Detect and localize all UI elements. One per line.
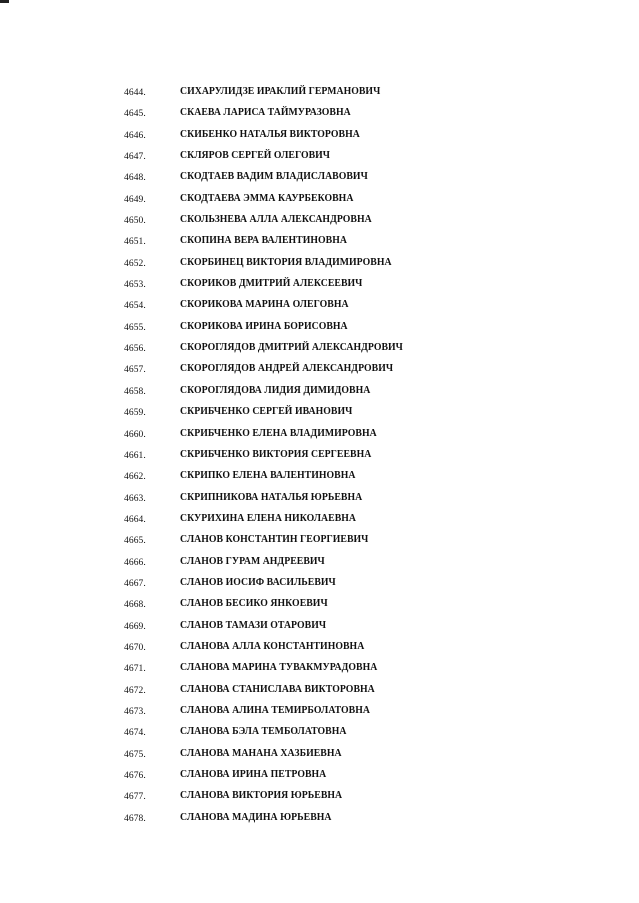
list-item: [124, 491, 604, 512]
entry-name: СКРИБЧЕНКО ЕЛЕНА ВЛАДИМИРОВНА: [180, 427, 377, 439]
list-item: [124, 555, 604, 576]
entry-number: 4673.: [124, 706, 146, 717]
entry-number: 4658.: [124, 386, 146, 397]
entry-name: СЛАНОВА АЛЛА КОНСТАНТИНОВНА: [180, 640, 365, 652]
list-item: [124, 576, 604, 597]
entry-number: 4667.: [124, 578, 146, 589]
entry-number: 4656.: [124, 344, 146, 355]
entry-number: 4665.: [124, 536, 146, 547]
entry-name: СЛАНОВ КОНСТАНТИН ГЕОРГИЕВИЧ: [180, 534, 369, 546]
entry-number: 4664.: [124, 514, 146, 525]
entry-name: СЛАНОВА МАДИНА ЮРЬЕВНА: [180, 811, 332, 823]
entry-number: 4647.: [124, 152, 146, 163]
entry-name: СКРИБЧЕНКО ВИКТОРИЯ СЕРГЕЕВНА: [180, 448, 372, 460]
entry-name: СЛАНОВА ИРИНА ПЕТРОВНА: [180, 769, 327, 780]
entry-number: 4674.: [124, 728, 146, 739]
list-item: [124, 747, 604, 768]
list-item: [124, 683, 604, 704]
list-item: [124, 640, 604, 661]
entry-name: СКАЕВА ЛАРИСА ТАЙМУРАЗОВНА: [180, 107, 351, 119]
entry-number: 4648.: [124, 173, 146, 184]
list-item: [124, 533, 604, 554]
scan-corner-mark: [0, 0, 9, 3]
entry-number: 4675.: [124, 749, 146, 760]
entry-name: СКОДТАЕВ ВАДИМ ВЛАДИСЛАВОВИЧ: [180, 171, 368, 183]
list-item: [124, 277, 604, 298]
entry-number: 4653.: [124, 280, 146, 291]
list-item: [124, 512, 604, 533]
entry-number: 4649.: [124, 194, 146, 205]
entry-name: СЛАНОВ ГУРАМ АНДРЕЕВИЧ: [180, 555, 325, 567]
list-item: [124, 213, 604, 234]
entry-name: СЛАНОВ БЕСИКО ЯНКОЕВИЧ: [180, 598, 328, 610]
entry-name: СЛАНОВА СТАНИСЛАВА ВИКТОРОВНА: [180, 683, 375, 695]
entry-name: СКОРБИНЕЦ ВИКТОРИЯ ВЛАДИМИРОВНА: [180, 256, 392, 268]
entry-number: 4651.: [124, 237, 146, 248]
list-item: [124, 362, 604, 383]
entry-name: СКОРОГЛЯДОВА ЛИДИЯ ДИМИДОВНА: [180, 384, 371, 396]
list-item: [124, 448, 604, 469]
entry-number: 4672.: [124, 685, 146, 696]
entry-number: 4677.: [124, 792, 146, 803]
list-item: [124, 427, 604, 448]
list-item: [124, 704, 604, 725]
list-item: [124, 725, 604, 746]
entry-name: СЛАНОВА МАРИНА ТУВАКМУРАДОВНА: [180, 662, 378, 674]
entry-name: СКОРИКОВ ДМИТРИЙ АЛЕКСЕЕВИЧ: [180, 278, 363, 290]
entry-number: 4655.: [124, 322, 146, 333]
entry-name: СЛАНОВА АЛИНА ТЕМИРБОЛАТОВНА: [180, 704, 370, 716]
entry-name: СЛАНОВА БЭЛА ТЕМБОЛАТОВНА: [180, 726, 347, 738]
entry-number: 4663.: [124, 493, 146, 504]
entry-name: СЛАНОВА МАНАНА ХАЗБИЕВНА: [180, 747, 342, 759]
entry-name: СКРИБЧЕНКО СЕРГЕЙ ИВАНОВИЧ: [180, 406, 353, 418]
list-item: [124, 469, 604, 490]
list-item: [124, 170, 604, 191]
entry-number: 4654.: [124, 301, 146, 312]
list-item: [124, 789, 604, 810]
entry-number: 4659.: [124, 408, 146, 419]
list-item: [124, 85, 604, 106]
entry-number: 4662.: [124, 472, 146, 483]
entry-name: СКОДТАЕВА ЭММА КАУРБЕКОВНА: [180, 192, 354, 204]
entry-name: СЛАНОВА ВИКТОРИЯ ЮРЬЕВНА: [180, 790, 343, 802]
entry-name: СИХАРУЛИДЗЕ ИРАКЛИЙ ГЕРМАНОВИЧ: [180, 86, 381, 97]
entry-name: СКИБЕНКО НАТАЛЬЯ ВИКТОРОВНА: [180, 128, 360, 140]
entry-name: СКЛЯРОВ СЕРГЕЙ ОЛЕГОВИЧ: [180, 150, 331, 162]
entry-number: 4670.: [124, 642, 146, 653]
list-item: [124, 298, 604, 319]
entry-name: СКОЛЬЗНЕВА АЛЛА АЛЕКСАНДРОВНА: [180, 214, 372, 226]
list-item: [124, 320, 604, 341]
list-item: [124, 106, 604, 127]
entry-name: СКРИПНИКОВА НАТАЛЬЯ ЮРЬЕВНА: [180, 491, 363, 503]
list-item: [124, 768, 604, 789]
entry-number: 4668.: [124, 600, 146, 611]
entry-name: СКУРИХИНА ЕЛЕНА НИКОЛАЕВНА: [180, 512, 357, 524]
entry-name: СКОРИКОВА ИРИНА БОРИСОВНА: [180, 320, 348, 332]
list-item: [124, 619, 604, 640]
list-item: [124, 234, 604, 255]
list-item: [124, 405, 604, 426]
list-item: [124, 192, 604, 213]
entry-number: 4669.: [124, 621, 146, 632]
entry-number: 4678.: [124, 813, 146, 824]
entry-name: СКОРОГЛЯДОВ АНДРЕЙ АЛЕКСАНДРОВИЧ: [180, 363, 394, 375]
entry-number: 4660.: [124, 429, 146, 440]
list-item: [124, 661, 604, 682]
entry-number: 4666.: [124, 557, 146, 568]
entry-number: 4671.: [124, 664, 146, 675]
entry-number: 4657.: [124, 365, 146, 376]
entry-name: СКОПИНА ВЕРА ВАЛЕНТИНОВНА: [180, 235, 347, 247]
entry-name: СКОРИКОВА МАРИНА ОЛЕГОВНА: [180, 299, 349, 311]
name-list: [124, 85, 604, 832]
entry-number: 4676.: [124, 771, 146, 781]
entry-name: СЛАНОВ ТАМАЗИ ОТАРОВИЧ: [180, 619, 327, 631]
list-item: [124, 811, 604, 832]
list-item: [124, 149, 604, 170]
entry-number: 4650.: [124, 216, 146, 227]
entry-name: СЛАНОВ ИОСИФ ВАСИЛЬЕВИЧ: [180, 576, 336, 588]
entry-number: 4652.: [124, 258, 146, 269]
entry-name: СКРИПКО ЕЛЕНА ВАЛЕНТИНОВНА: [180, 470, 356, 482]
entry-number: 4645.: [124, 109, 146, 120]
list-item: [124, 341, 604, 362]
list-item: [124, 128, 604, 149]
list-item: [124, 256, 604, 277]
entry-number: 4646.: [124, 130, 146, 141]
entry-number: 4644.: [124, 88, 146, 98]
entry-name: СКОРОГЛЯДОВ ДМИТРИЙ АЛЕКСАНДРОВИЧ: [180, 342, 403, 354]
list-item: [124, 597, 604, 618]
list-item: [124, 384, 604, 405]
entry-number: 4661.: [124, 450, 146, 461]
